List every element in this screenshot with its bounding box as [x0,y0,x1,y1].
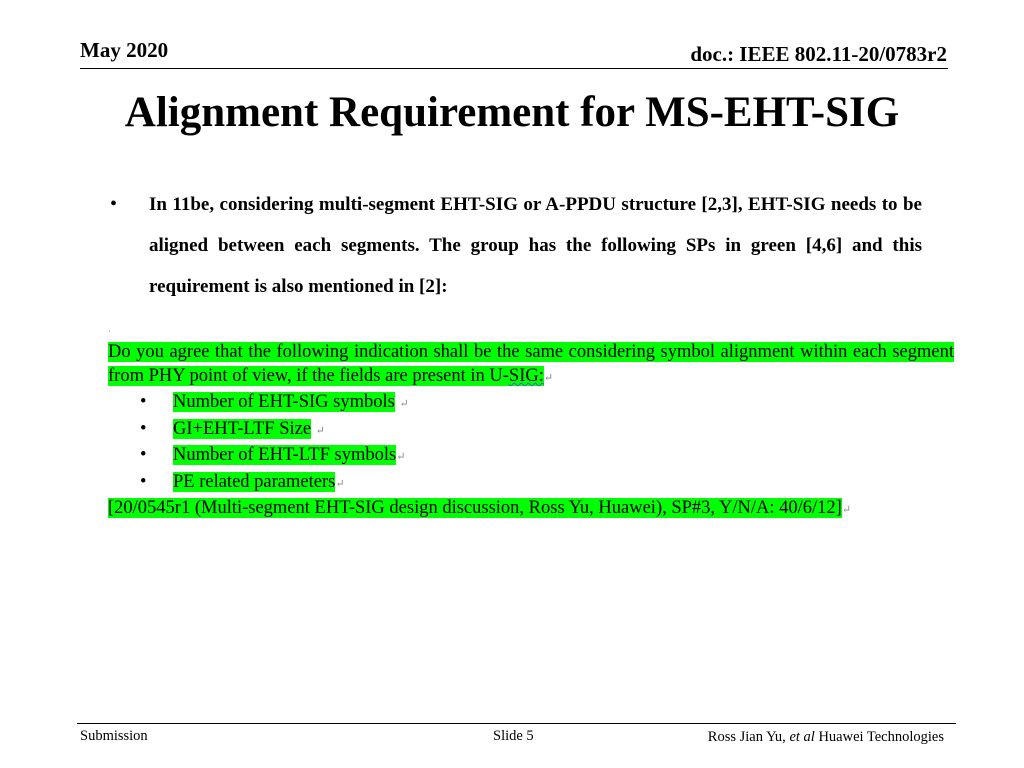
straw-poll-reference-text: [20/0545r1 (Multi-segment EHT-SIG design discussion, Ross Yu, Huawei), SP#3, Y/N/A: 40/6/12] [108,498,842,518]
header-divider [80,68,948,69]
straw-poll-question-text: Do you agree that the following indication shall be the same considering symbol alignment within each segment from PHY point of view, if the fields are present in U- [108,342,954,386]
footer-submission: Submission [80,728,148,744]
list-item [108,443,954,470]
list-bullet-icon: • [140,418,147,439]
footer-divider [77,723,956,724]
footer-company: Huawei Technologies [814,729,944,745]
straw-poll-question [108,340,954,390]
list-bullet-icon: • [140,445,147,465]
straw-poll-reference [108,496,954,522]
header-date: May 2020 [80,38,169,62]
list-item-text: PE related parameters [173,471,336,492]
list-item-text: Number of EHT-LTF symbols [173,445,397,465]
list-item-text: Number of EHT-SIG symbols [173,392,395,412]
list-item [108,417,954,444]
return-mark-icon: ↵ [543,372,554,384]
slide-title: Alignment Requirement for MS-EHT-SIG [124,89,900,136]
return-mark-icon: ↵ [335,477,345,490]
header-document-id: doc.: IEEE 802.11-20/0783r2 [690,42,947,66]
stray-mark: · [108,327,111,336]
bullet-point [110,184,922,307]
return-mark-icon: ↵ [396,451,406,463]
list-bullet-icon: • [140,392,147,412]
footer-author-name: Ross Jian Yu, [707,729,790,745]
straw-poll-question-underlined: SIG: [508,366,544,386]
footer-author [708,729,944,746]
straw-poll-item-list [108,390,954,496]
footer-slide-number: Slide 5 [493,728,534,744]
list-item-text: GI+EHT-LTF Size [173,418,312,439]
footer-author-etal: et al [789,729,815,745]
bullet-marker: • [110,193,118,215]
return-mark-icon: ↵ [315,424,325,437]
list-bullet-icon: • [140,471,147,492]
return-mark-icon: ↵ [841,504,852,516]
list-item [108,390,954,417]
straw-poll-quote [108,328,954,522]
return-mark-icon: ↵ [399,398,409,410]
list-item [108,470,954,497]
bullet-text: In 11be, considering multi-segment EHT-SIG or A-PPDU structure [2,3], EHT-SIG needs to be aligned between each segments. The group has the following SPs in green [4,6] and this requirement is also mentioned in [2]: [149,194,922,297]
